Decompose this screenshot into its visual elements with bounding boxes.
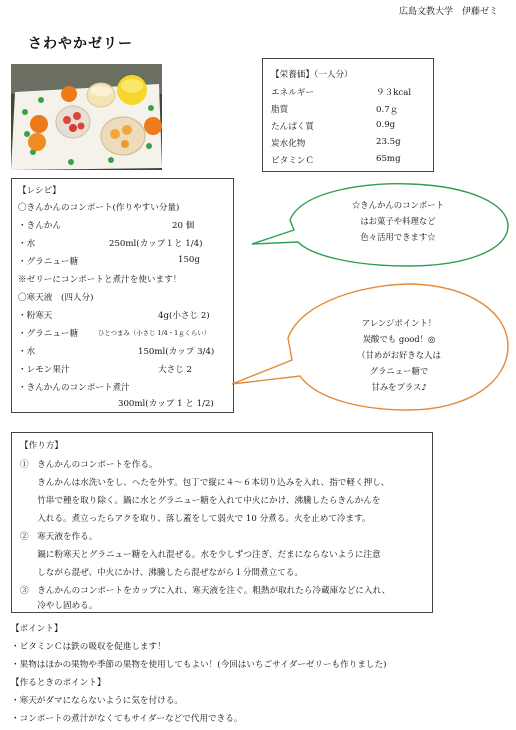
recipe-box — [11, 178, 234, 413]
ingredient-amount: 150g — [178, 255, 200, 265]
recipe-note: ※ゼリーにコンポートと煮汁を使います！ — [18, 275, 182, 285]
ingredient-name: ・水 — [18, 239, 36, 249]
bubble-line: ☆きんかんのコンポート — [351, 200, 445, 210]
nutrition-name: 炭水化物 — [271, 139, 306, 149]
method-line: ③ きんかんのコンポートをカップに入れ、寒天液を注ぐ。粗熱が取れたら冷蔵庫などに入れ、 — [20, 586, 391, 596]
compote-title: 〇きんかんのコンポート(作りやすい分量) — [18, 203, 180, 213]
points-heading: 【ポイント】 — [11, 624, 63, 634]
nutrition-heading: 【栄養価】（一人分） — [271, 70, 353, 80]
method-heading: 【作り方】 — [20, 441, 63, 451]
nutrition-name: エネルギー — [271, 88, 314, 98]
page-title: さわやかゼリー — [28, 36, 133, 52]
method-line: 冷やし固める。 — [20, 601, 98, 611]
nutrition-name: たんぱく質 — [271, 122, 314, 132]
method-box — [11, 432, 433, 613]
bubble-line: はお菓子や料理など — [360, 216, 436, 226]
method-line: ① きんかんのコンポートを作る。 — [20, 460, 158, 470]
method-line: ② 寒天液を作る。 — [20, 532, 98, 542]
ingredient-name: ・グラニュー糖 — [18, 257, 79, 267]
nutrition-name: ビタミンＣ — [271, 156, 314, 166]
bubble-line: 甘みをプラス♪ — [371, 382, 427, 392]
nutrition-value: 23.5g — [376, 137, 401, 147]
point-line: ・ビタミンＣは鉄の吸収を促進します！ — [11, 642, 166, 652]
agar-title: 〇寒天液 (四人分) — [18, 293, 94, 303]
method-line: 入れる。煮立ったらアクを取り、落し蓋をして弱火で 10 分煮る。火を止めて冷ます。 — [20, 514, 371, 524]
point-line: ・寒天がダマにならないように気を付ける。 — [11, 696, 183, 706]
method-line: しながら混ぜ、中火にかけ、沸騰したら混ぜながら１分間煮立てる。 — [20, 568, 303, 578]
recipe-heading: 【レシピ】 — [18, 186, 61, 196]
nutrition-value: 65mg — [376, 154, 401, 164]
bubble-line: 炭酸でも good！◎ — [362, 334, 436, 344]
ingredient-amount: 250ml(カップ１と 1/4) — [109, 239, 203, 249]
point-line: ・果物はほかの果物や季節の果物を使用してもよい！(今回はいちごサイダーゼリーも作りました) — [11, 660, 387, 670]
ingredient-amount: ひとつまみ（小さじ 1/4・1ｇくらい） — [98, 329, 211, 337]
ingredient-name: ・粉寒天 — [18, 311, 53, 321]
ingredient-amount: 20 個 — [172, 221, 195, 231]
nutrition-box — [262, 58, 434, 172]
tip-bubble-green — [250, 180, 512, 268]
bubble-line: アレンジポイント！ — [361, 318, 437, 328]
jelly-photo-illustration — [11, 64, 162, 170]
method-line: 竹串で種を取り除く。鍋に水とグラニュー糖を入れて中火にかけ、沸騰したらきんかんを — [20, 496, 381, 506]
ingredient-name: ・グラニュー糖 — [18, 329, 79, 339]
nutrition-value: ９３kcal — [376, 88, 412, 98]
arrange-bubble-orange — [228, 282, 512, 414]
method-line: 鍋に粉寒天とグラニュー糖を入れ混ぜる。水を少しずつ注ぎ、だまにならないように注意 — [20, 550, 381, 560]
ingredient-name: ・きんかん — [18, 221, 61, 231]
bubble-line: 色々活用できます☆ — [360, 232, 436, 242]
ingredient-name: ・水 — [18, 347, 36, 357]
method-line: きんかんは水洗いをし、へたを外す。包丁で縦に４～６本切り込みを入れ、指で軽く押し、 — [20, 478, 390, 488]
ingredient-amount: 300ml(カップ 1 と 1/2) — [118, 399, 214, 409]
ingredient-amount: 4g(小さじ 2) — [158, 311, 210, 321]
ingredient-name: ・レモン果汁 — [18, 365, 70, 375]
bubble-line: （甘めがお好きな人は — [357, 350, 441, 360]
points-heading: 【作るときのポイント】 — [11, 678, 106, 688]
nutrition-value: 0.7ｇ — [376, 105, 399, 115]
nutrition-name: 脂質 — [271, 105, 289, 115]
jelly-photo — [11, 64, 162, 170]
ingredient-name: ・きんかんのコンポート煮汁 — [18, 383, 130, 393]
point-line: ・コンポートの煮汁がなくてもサイダーなどで代用できる。 — [11, 714, 243, 724]
organization-label: 広島文教大学 伊藤ゼミ — [398, 7, 498, 17]
ingredient-amount: 大さじ 2 — [158, 365, 192, 375]
nutrition-value: 0.9g — [376, 120, 396, 130]
ingredient-amount: 150ml(カップ 3/4) — [138, 347, 215, 357]
bubble-line: グラニュー糖で — [369, 366, 429, 376]
